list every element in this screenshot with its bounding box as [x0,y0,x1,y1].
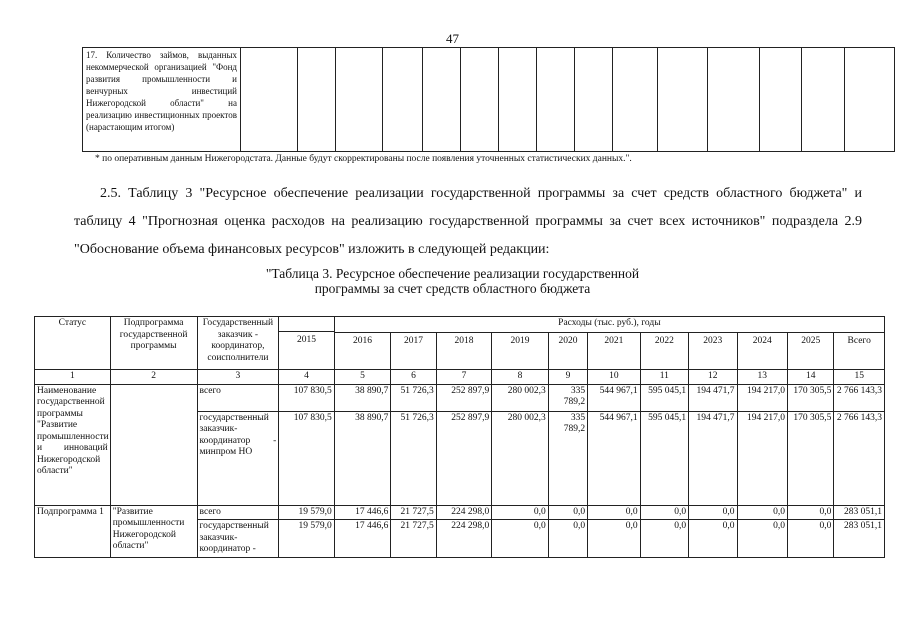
value-cell: 0,0 [640,520,688,558]
value-cell: 2 766 143,3 [834,384,885,411]
value-cell: 0,0 [492,505,549,520]
blank-cell [760,48,802,152]
value-cell: 335 789,2 [548,411,587,505]
value-cell: 0,0 [588,520,640,558]
header-total: Всего [834,333,885,370]
customer-cell: государственный заказчик-координатор - минпром НО [197,411,279,505]
table-title-line2: программы за счет средств областного бюджета [314,281,591,296]
subprogram-cell [110,384,197,505]
value-cell: 38 890,7 [334,411,391,505]
customer-cell: государственный заказчик-координатор - [197,520,279,558]
value-cell: 21 727,5 [391,505,436,520]
value-cell: 252 897,9 [436,384,492,411]
value-cell: 335 789,2 [548,384,587,411]
blank-cell [575,48,613,152]
value-cell: 544 967,1 [588,384,640,411]
blank-cell [241,48,298,152]
value-cell: 224 298,0 [436,505,492,520]
value-cell: 107 830,5 [279,411,335,505]
value-cell: 544 967,1 [588,411,640,505]
customer-cell: всего [197,505,279,520]
value-cell: 283 051,1 [834,505,885,520]
blank-cell [499,48,537,152]
value-cell: 0,0 [787,505,833,520]
value-cell: 0,0 [640,505,688,520]
blank-cell [298,48,336,152]
blank-cell [613,48,658,152]
header-year: 2018 [436,333,492,370]
table-title [0,266,905,296]
blank-cell [423,48,461,152]
value-cell: 194 471,7 [689,411,737,505]
blank-cell [802,48,845,152]
col-number: 8 [492,370,549,385]
header-expenses: Расходы (тыс. руб.), годы [334,317,884,333]
value-cell: 194 217,0 [737,384,787,411]
header-year: 2021 [588,333,640,370]
indicator-name-cell: 17. Количество займов, выданных некоммерческой организацией "Фонд развития промышленности и венчурных инвестиций Нижегородской области" на реализацию инвестиционных проектов (нарастающим итогом) [83,48,241,152]
value-cell: 17 446,6 [334,520,391,558]
col-number: 13 [737,370,787,385]
table-row [35,384,885,411]
header-year: 2020 [548,333,587,370]
header-year: 2015 [279,331,334,347]
col-number: 2 [110,370,197,385]
col-number: 1 [35,370,111,385]
value-cell: 170 305,5 [787,384,833,411]
blank-cell [336,48,383,152]
value-cell: 2 766 143,3 [834,411,885,505]
paragraph-text: 2.5. Таблицу 3 "Ресурсное обеспечение реализации государственной программы за счет средств областного бюджета" и таблицу 4 "Прогнозная оценка расходов на реализацию государственной программы за счет всех источников" подраздела 2.9 "Обоснование объема финансовых ресурсов" изложить в следующей редакции: [74,186,862,257]
header-year: 2016 [334,333,391,370]
header-year: 2024 [737,333,787,370]
value-cell: 0,0 [737,520,787,558]
col-number: 4 [279,370,335,385]
value-cell: 17 446,6 [334,505,391,520]
col-number: 14 [787,370,833,385]
value-cell: 51 726,3 [391,411,436,505]
blank-cell [383,48,423,152]
col-number: 3 [197,370,279,385]
col-number: 10 [588,370,640,385]
col-number: 5 [334,370,391,385]
blank-cell [461,48,499,152]
indicator-row [83,48,895,152]
header-year: 2025 [787,333,833,370]
column-number-row [35,370,885,385]
blank-cell [708,48,760,152]
col-number: 7 [436,370,492,385]
value-cell: 194 471,7 [689,384,737,411]
header-year: 2017 [391,333,436,370]
value-cell: 0,0 [588,505,640,520]
value-cell: 0,0 [737,505,787,520]
blank-cell [537,48,575,152]
footnote: * по оперативным данным Нижегородстата. Данные будут скорректированы после появления уточненных статистических данных.". [95,154,632,164]
value-cell: 280 002,3 [492,411,549,505]
page-number: 47 [446,31,459,46]
header-year: 2022 [640,333,688,370]
value-cell: 0,0 [548,505,587,520]
value-cell: 107 830,5 [279,384,335,411]
value-cell: 0,0 [689,520,737,558]
value-cell: 0,0 [548,520,587,558]
table-title-line1: "Таблица 3. Ресурсное обеспечение реализации государственной [265,266,640,281]
resource-table [34,316,885,558]
value-cell: 0,0 [492,520,549,558]
col-number: 6 [391,370,436,385]
header-subprogram: Подпрограмма государственной программы [110,317,197,370]
value-cell: 595 045,1 [640,384,688,411]
status-cell: Наименование государственной программы "Развитие промышленности и инноваций Нижегородской области" [35,384,111,505]
value-cell: 21 727,5 [391,520,436,558]
col-number: 15 [834,370,885,385]
subprogram-cell: "Развитие промышленности Нижегородской области" [110,505,197,557]
status-cell: Подпрограмма 1 [35,505,111,557]
header-year: 2023 [689,333,737,370]
col-number: 12 [689,370,737,385]
value-cell: 19 579,0 [279,505,335,520]
value-cell: 194 217,0 [737,411,787,505]
value-cell: 19 579,0 [279,520,335,558]
header-row-1 [35,317,885,333]
body-paragraph [74,180,862,264]
value-cell: 595 045,1 [640,411,688,505]
blank-cell [658,48,708,152]
value-cell: 51 726,3 [391,384,436,411]
header-customer: Государственный заказчик - координатор, соисполнители [197,317,279,370]
value-cell: 224 298,0 [436,520,492,558]
value-cell: 280 002,3 [492,384,549,411]
header-status: Статус [35,317,111,370]
value-cell: 38 890,7 [334,384,391,411]
indicator-table [82,47,895,152]
value-cell: 0,0 [787,520,833,558]
table-row [35,505,885,520]
customer-cell: всего [197,384,279,411]
header-year: 2019 [492,333,549,370]
value-cell: 0,0 [689,505,737,520]
value-cell: 283 051,1 [834,520,885,558]
blank-cell [845,48,895,152]
value-cell: 252 897,9 [436,411,492,505]
value-cell: 170 305,5 [787,411,833,505]
col-number: 9 [548,370,587,385]
header-year-2015-cell [279,317,335,370]
col-number: 11 [640,370,688,385]
